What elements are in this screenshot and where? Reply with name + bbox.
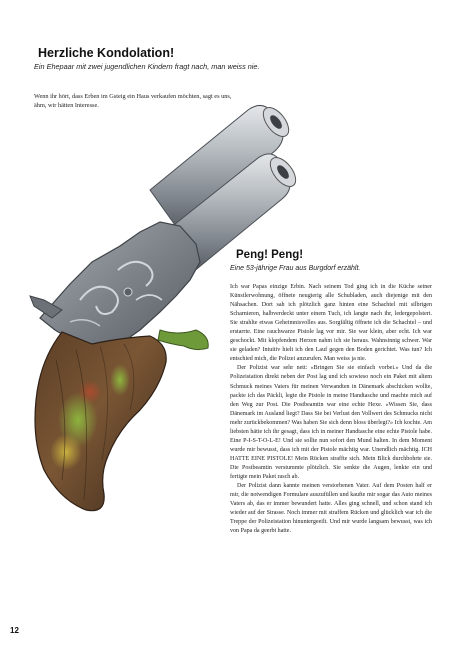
section-b-paragraph: Der Polizist dann kannte meinen verstorbenen Vater. Auf dem Posten half er mir, die notwendigen Formulare auszufüllen und kaufte mir sogar das Auto meines Vaters ab, das er immer bewundert hatte. Alles ging schnell, und schon stand ich wieder auf der Strasse. Noch immer mit straffem Rücken und glücklich war ich die Treppe der Polizeistation hinuntergeeilt. Und mir wurde langsam bewusst, was ich von Papa da geerbt hatte. bbox=[230, 483, 432, 535]
pistol-grip bbox=[35, 332, 166, 511]
section-b-body bbox=[230, 283, 432, 638]
pistol-trigger bbox=[158, 330, 208, 350]
section-b-paragraph: Der Polizist war sehr nett: «Bringen Sie sie einfach vorbei.» Und da die Polizeistation direkt neben der Post lag und ich sowieso noch ein Paket mit altem Schmuck meines Vaters für meinen Verwandten in Dänemark abschicken wollte, packte ich das Päckli, legte die Pistole in meine Handtasche und machte mich auf den Weg zur Post. Die Postbeamtin war eine echte Hexe. «Wissen Sie, dass Dänemark im Ausland liegt? Dass Sie bei Verlust den Vollwert des Schmucks nicht mehr zurückbekommen? Was haben Sie sich denn bloss überlegt?» Ich kochte. Am liebsten hätte ich ihr gesagt, dass ich in meiner Handtasche eine echte Pistole habe. Eine P-I-S-T-O-L-E! Und sie sollte nun sofort den Mund halten. In dem Moment wurde mir bewusst, dass ich mit der Pistole mächtig war. Unendlich mächtig. ICH HATTE EINE PISTOLE! Mein Rücken straffte sich. Mein Blick durchbohrte sie. Die Postbeamtin verstummte plötzlich. Sie senkte die Augen, lenkte ein und fertigte mein Paket rasch ab. bbox=[230, 365, 432, 480]
section-a-title: Herzliche Kondolation! bbox=[38, 46, 175, 60]
section-a-body: Wenn ihr hört, dass Erben im Gsteig ein Haus verkaufen möchten, sagt es uns, ähm, wir hätten Interesse. bbox=[34, 93, 232, 110]
section-b-paragraph: Ich war Papas einzige Erbin. Nach seinem Tod ging ich in die Küche seiner Künstlerwohnung, öffnete neugierig alle Schubladen, auch diejenige mit den Nähsachen. Dort sah ich plötzlich ganz hinten eine Schachtel mit silbrigen Scharnieren, halbverdeckt unter einem Tuch, ich langte nach ihr, ledergepolstert. Sie strahlte etwas Geheimnisvolles aus. Sorgfältig öffnete ich die Schachtel – und erstarrte. Eine rauchwarze Pistole lag vor mir. Sie war klein, aber echt. Ich war geschockt. Mit klopfendem Herzen nahm ich sie heraus. Wahnsinnig schwer. War sie geladen? Intuitiv hielt ich den Lauf gegen den Boden gerichtet. Was tun? Ich entschied mich, die Polizei anzurufen. Man weiss ja nie. bbox=[230, 284, 432, 363]
section-b-subtitle: Eine 53-jährige Frau aus Burgdorf erzählt. bbox=[230, 265, 361, 272]
section-a-subtitle: Ein Ehepaar mit zwei jugendlichen Kindern fragt nach, man weiss nie. bbox=[34, 62, 260, 71]
section-b-title: Peng! Peng! bbox=[236, 249, 304, 261]
pistol-frame bbox=[30, 222, 200, 350]
page-number: 12 bbox=[10, 626, 19, 635]
